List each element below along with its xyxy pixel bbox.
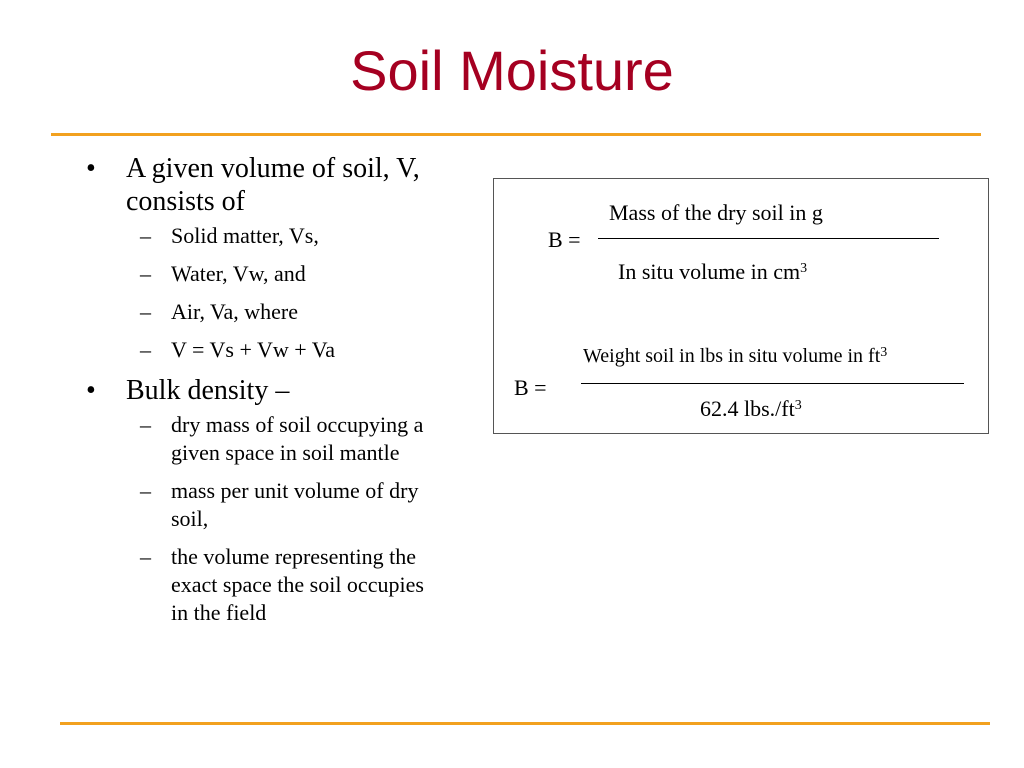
bullet-marker: • <box>86 375 96 406</box>
formula2-denominator <box>700 396 802 422</box>
dash-marker: – <box>140 223 151 248</box>
bullet-text: A given volume of soil, V, consists of <box>126 153 420 217</box>
formula2-fraction-bar <box>581 383 964 384</box>
formula2-denominator-text: 62.4 lbs./ft <box>700 396 795 421</box>
sub-item <box>126 411 446 467</box>
formula2-denominator-exponent: 3 <box>794 398 802 413</box>
sub-list <box>126 411 446 627</box>
sub-item-text: mass per unit volume of dry soil, <box>171 478 419 531</box>
sub-item-text: Solid matter, Vs, <box>171 223 319 248</box>
formula-box <box>493 178 989 434</box>
formula1-denominator <box>618 259 807 285</box>
dash-marker: – <box>140 544 151 569</box>
formula1-lhs: B = <box>548 227 581 252</box>
sub-item <box>126 222 446 250</box>
formula1-denominator-exponent: 3 <box>800 261 808 276</box>
sub-item-text: dry mass of soil occupying a given space in soil mantle <box>171 412 424 465</box>
bullet-item-volume <box>86 152 446 364</box>
dash-marker: – <box>140 299 151 324</box>
sub-item <box>126 260 446 288</box>
sub-item <box>126 336 446 364</box>
dash-marker: – <box>140 261 151 286</box>
sub-item-text: Air, Va, where <box>171 299 299 324</box>
top-divider <box>51 133 981 136</box>
dash-marker: – <box>140 337 151 362</box>
bullet-item-bulk-density <box>86 374 446 627</box>
formula2-numerator-text: Weight soil in lbs in situ volume in ft <box>583 345 881 367</box>
formula2-numerator-exponent: 3 <box>880 345 888 360</box>
sub-list <box>126 222 446 364</box>
sub-item <box>126 477 446 533</box>
bullet-list <box>86 152 446 637</box>
formula2-numerator <box>583 343 887 369</box>
bullet-marker: • <box>86 153 96 184</box>
formula1-numerator: Mass of the dry soil in g <box>609 200 823 225</box>
dash-marker: – <box>140 478 151 503</box>
dash-marker: – <box>140 412 151 437</box>
sub-item <box>126 298 446 326</box>
slide-title: Soil Moisture <box>350 39 674 102</box>
bottom-divider <box>60 722 990 725</box>
sub-item-text: Water, Vw, and <box>171 261 306 286</box>
formula1-fraction-bar <box>598 238 939 239</box>
sub-item-text: V = Vs + Vw + Va <box>171 337 335 362</box>
sub-item-text: the volume representing the exact space the soil occupies in the field <box>171 544 424 625</box>
sub-item <box>126 543 446 627</box>
bullet-text: Bulk density – <box>126 375 290 406</box>
formula1-denominator-text: In situ volume in cm <box>618 259 801 284</box>
formula2-lhs: B = <box>514 375 547 400</box>
